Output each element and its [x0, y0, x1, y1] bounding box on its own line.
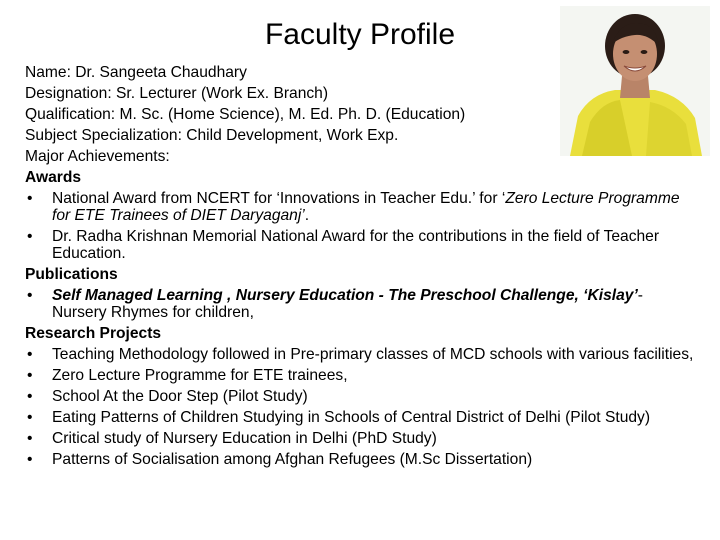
research-item: [25, 386, 695, 407]
publications-heading: Publications: [25, 266, 118, 283]
bullet-icon: •: [27, 287, 33, 304]
publication-text: Self Managed Learning , Nursery Education - The Preschool Challenge, ‘Kislay’-Nursery Rhymes for children,: [52, 287, 643, 321]
research-item: [25, 428, 695, 449]
name-line: Name: Dr. Sangeeta Chaudhary: [25, 64, 247, 81]
bullet-icon: •: [27, 430, 33, 447]
bullet-icon: •: [27, 451, 33, 468]
bullet-icon: •: [27, 409, 33, 426]
research-text: Teaching Methodology followed in Pre-primary classes of MCD schools with various facilities,: [52, 346, 694, 363]
designation-line: Designation: Sr. Lecturer (Work Ex. Branch): [25, 85, 329, 102]
award-item: [25, 226, 695, 264]
research-text: Patterns of Socialisation among Afghan Refugees (M.Sc Dissertation): [52, 451, 533, 468]
research-text: Zero Lecture Programme for ETE trainees,: [52, 367, 348, 384]
award-item: [25, 188, 695, 226]
awards-heading: Awards: [25, 169, 82, 186]
bullet-icon: •: [27, 346, 33, 363]
award-text: National Award from NCERT for ‘Innovations in Teacher Edu.’ for ‘Zero Lecture Programme for ETE Trainees of DIET Daryaganj’.: [52, 190, 680, 224]
research-item: [25, 407, 695, 428]
research-text: Eating Patterns of Children Studying in Schools of Central District of Delhi (Pilot Study): [52, 409, 651, 426]
bullet-icon: •: [27, 228, 33, 245]
research-item: [25, 365, 695, 386]
page-title: Faculty Profile: [264, 18, 456, 51]
research-item: [25, 344, 695, 365]
bullet-icon: •: [27, 367, 33, 384]
publication-item: [25, 285, 695, 323]
award-text: Dr. Radha Krishnan Memorial National Award for the contributions in the field of Teacher Education.: [52, 228, 660, 262]
profile-content: [25, 62, 695, 470]
bullet-icon: •: [27, 388, 33, 405]
specialization-line: Subject Specialization: Child Development, Work Exp.: [25, 127, 399, 144]
qualification-line: Qualification: M. Sc. (Home Science), M. Ed. Ph. D. (Education): [25, 106, 466, 123]
bullet-icon: •: [27, 190, 33, 207]
research-text: Critical study of Nursery Education in Delhi (PhD Study): [52, 430, 437, 447]
research-item: [25, 449, 695, 470]
research-heading: Research Projects: [25, 325, 162, 342]
research-text: School At the Door Step (Pilot Study): [52, 388, 308, 405]
achievements-line: Major Achievements:: [25, 148, 170, 165]
